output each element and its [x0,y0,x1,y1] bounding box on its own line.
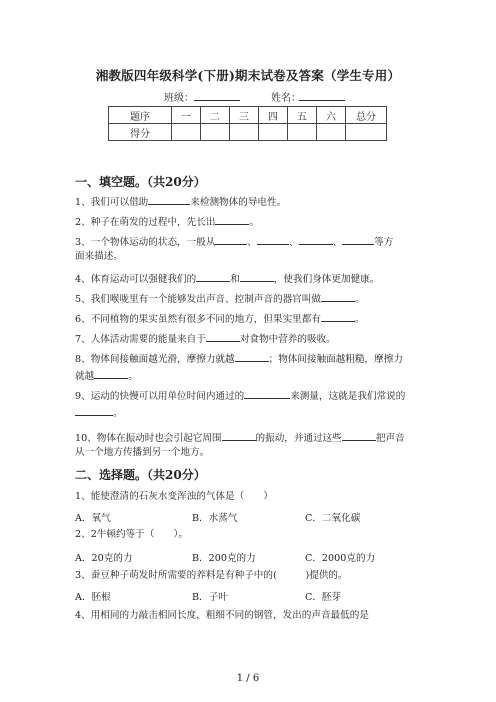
section-heading-choice: 二、选择题。（共20分） [75,468,206,482]
question-5 [75,291,425,306]
answer-blank[interactable] [222,430,256,441]
score-table-header [109,107,387,124]
question-text: 5、我们喉咙里有一个能够发出声音、控制声音的器官叫做 [75,294,321,305]
answer-blank[interactable] [148,194,190,205]
question-3 [75,234,425,249]
score-cell[interactable] [172,124,201,141]
table-cell: 六 [317,107,346,124]
option-a[interactable]: A．20克的力 [75,553,133,564]
question-text: 。 [113,408,123,419]
choice-question-2: 2、2牛顿约等于（ ）。 [75,529,188,540]
question-9-cont [75,405,425,420]
score-cell[interactable] [317,124,346,141]
table-cell: 四 [259,107,288,124]
score-cell[interactable] [288,124,317,141]
name-field[interactable] [299,89,345,101]
question-8 [75,351,425,366]
question-text: 8、物体间接触面越光滑，摩擦力就越 [75,354,235,365]
answer-blank[interactable] [75,405,113,416]
option-c[interactable]: C．二氧化碳 [305,513,361,524]
question-text: 6、不同植物的果实虽然有很多不同的地方，但果实里都有 [75,314,321,325]
question-2 [75,214,425,229]
question-text: 。 [249,217,260,228]
question-text: 。 [354,314,365,325]
answer-blank[interactable] [321,311,355,322]
section-heading-fill: 一、填空题。（共20分） [75,175,206,189]
answer-blank[interactable] [235,351,269,362]
score-table-row [109,124,387,141]
question-text: ；物体间接触面越粗糙，摩擦力 [268,354,403,365]
question-10-cont: 从一个地方传播到另一个地方。 [75,447,210,458]
option-c[interactable]: C．胚芽 [305,592,342,603]
question-6 [75,311,425,326]
answer-blank[interactable] [257,234,289,245]
question-10 [75,430,425,445]
question-text: 9、运动的快慢可以用单位时间内通过的 [75,391,245,402]
question-text: 。 [128,371,138,382]
answer-blank[interactable] [321,291,355,302]
question-text: 和 [230,274,240,285]
option-b[interactable]: B．水蒸气 [192,513,238,524]
question-text: 4、体育运动可以强健我们的 [75,274,197,285]
score-cell[interactable] [201,124,230,141]
question-text: 7、人体活动需要的能量来自于 [75,334,206,345]
option-a[interactable]: A．胚根 [75,592,111,603]
question-text: 把声音 [375,433,405,444]
question-text: 来测量，这就是我们常说的 [290,391,406,402]
question-text: 3、一个物体运动的状态，一般从 [75,237,216,248]
answer-blank[interactable] [299,234,333,245]
question-text: 2、种子在萌发的过程中，先长出 [75,217,216,228]
question-text: 10、物体在振动时也会引起它周围 [75,433,222,444]
page-number: 1 / 6 [236,673,260,684]
score-cell[interactable] [259,124,288,141]
score-cell[interactable] [230,124,259,141]
answer-blank[interactable] [94,368,128,379]
question-9 [75,388,425,403]
option-a[interactable]: A．氧气 [75,513,111,524]
question-7 [75,331,425,346]
score-table [108,106,387,141]
score-cell[interactable] [346,124,387,141]
option-b[interactable]: B．子叶 [192,592,228,603]
answer-blank[interactable] [244,388,290,399]
question-text: 就越 [75,371,95,382]
answer-blank[interactable] [240,271,274,282]
option-c[interactable]: C．2000克的力 [305,553,376,564]
name-label: 姓名： [271,93,301,104]
table-cell: 总分 [346,107,387,124]
class-field[interactable] [194,89,240,101]
table-cell: 得分 [109,124,172,141]
question-text: 、 [332,237,343,248]
choice-question-3: 3、蚕豆种子萌发时所需要的养料是有种子中的( )提供的。 [75,570,348,581]
table-cell: 一 [172,107,201,124]
question-text: 、 [289,237,299,248]
answer-blank[interactable] [215,214,249,225]
question-text: 1、我们可以借助 [75,197,149,208]
answer-blank[interactable] [196,271,230,282]
question-3-cont: 面来描述。 [75,251,123,262]
answer-blank[interactable] [342,430,376,441]
question-text: 等方 [374,237,394,248]
page-title: 湘教版四年级科学(下册)期末试卷及答案（学生专用） [95,68,401,83]
table-cell: 二 [201,107,230,124]
class-label: 班级： [164,93,194,104]
choice-question-1: 1、能使澄清的石灰水变浑浊的气体是（ ） [75,491,273,502]
answer-blank[interactable] [215,234,247,245]
question-text: ，使我们身体更加健康。 [273,274,380,285]
question-1 [75,194,425,209]
question-text: 、 [247,237,258,248]
table-cell: 题序 [109,107,172,124]
question-text: 来检测物体的导电性。 [190,197,287,208]
table-cell: 五 [288,107,317,124]
answer-blank[interactable] [206,331,240,342]
answer-blank[interactable] [342,234,374,245]
table-cell: 三 [230,107,259,124]
question-8-cont [75,368,425,383]
question-4 [75,271,425,286]
question-text: 的振动，并通过这些 [255,433,342,444]
question-text: 。 [354,294,365,305]
choice-question-4: 4、用相同的力敲击相同长度，粗细不同的钢管，发出的声音最低的是 [75,610,369,621]
option-b[interactable]: B．200克的力 [192,553,256,564]
question-text: 对食物中营养的吸收。 [239,334,336,345]
